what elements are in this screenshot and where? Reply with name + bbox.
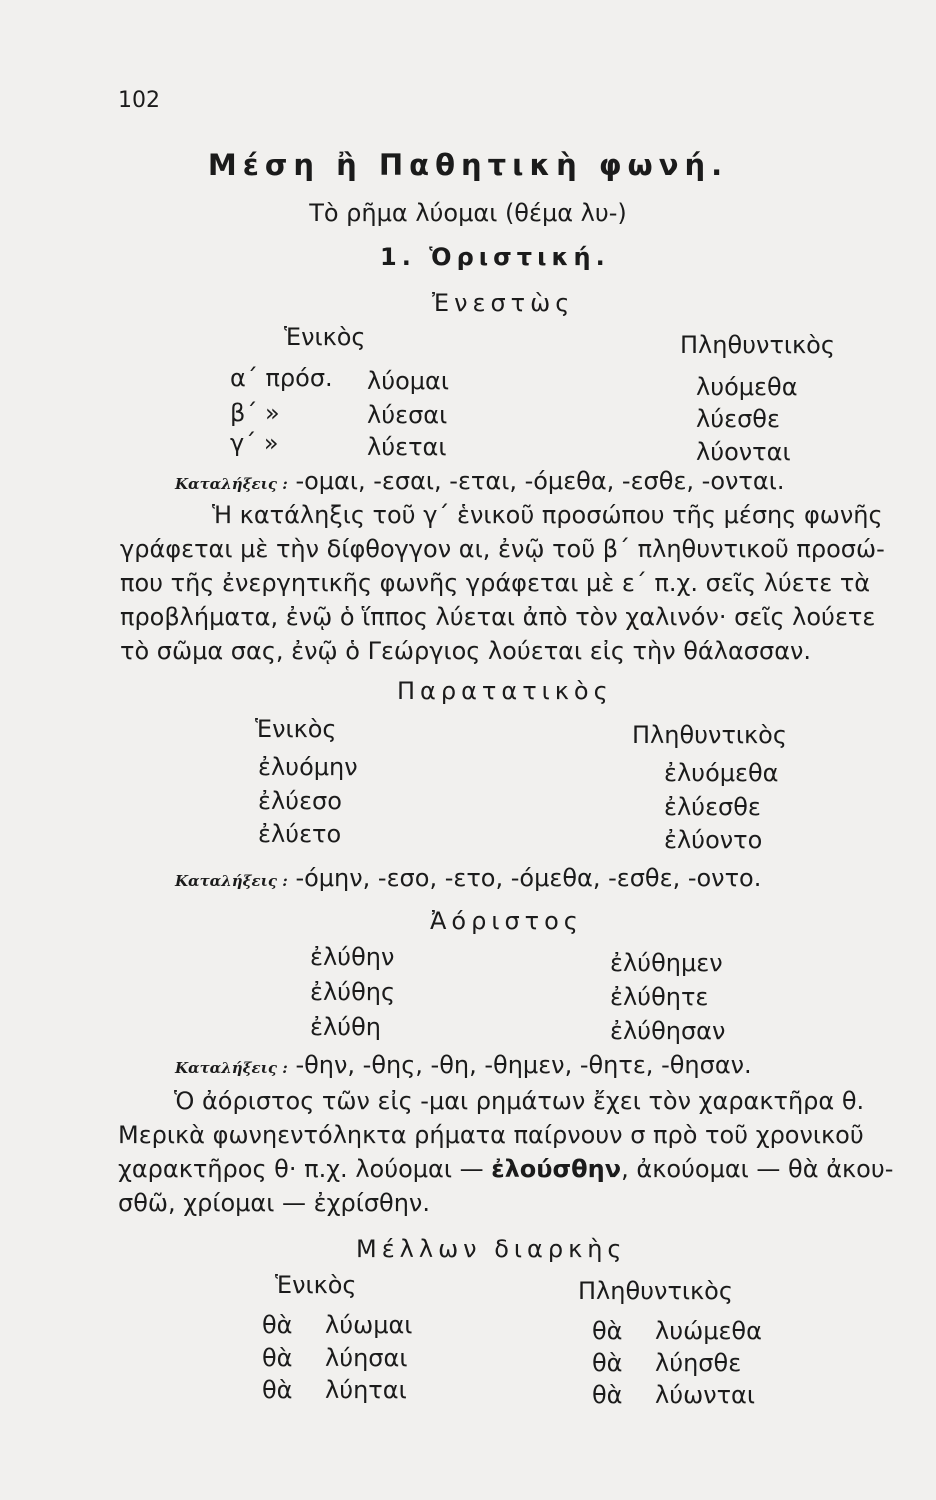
present-plural-label: Πληθυντικὸς (680, 331, 835, 359)
imperfect-singular-2: ἐλύεσο (258, 787, 342, 815)
aorist-plural-3: ἐλύθησαν (610, 1017, 726, 1045)
future-singular-label: Ἑνικὸς (275, 1271, 357, 1299)
imperfect-plural-2: ἐλύεσθε (664, 793, 761, 821)
present-singular-1: λύομαι (367, 367, 449, 395)
present-heading: Ἐνεστὼς (432, 289, 575, 317)
future-particle-p3: θὰ (592, 1381, 623, 1409)
present-singular-2: λύεσαι (367, 401, 448, 429)
future-particle-s3: θὰ (262, 1376, 293, 1404)
aorist-endings: -θην, -θης, -θη, -θημεν, -θητε, -θησαν. (295, 1051, 752, 1079)
imperfect-plural-label: Πληθυντικὸς (632, 721, 787, 749)
present-endings: -ομαι, -εσαι, -εται, -όμεθα, -εσθε, -ονται. (295, 467, 785, 495)
aorist-singular-2: ἐλύθης (310, 978, 396, 1006)
endings-label: Καταλήξεις : (175, 475, 288, 493)
imperfect-endings: -όμην, -εσο, -ετο, -όμεθα, -εσθε, -οντο. (295, 864, 762, 892)
future-plural-1: λυώμεθα (655, 1317, 762, 1345)
aorist-singular-1: ἐλύθην (310, 943, 395, 971)
aorist-singular-3: ἐλύθη (310, 1013, 381, 1041)
note-line: χαρακτῆρος θ· π.χ. λούομαι — ἐλούσθην, ἀκούομαι — θὰ ἀκου- (118, 1155, 894, 1183)
future-particle-s2: θὰ (262, 1344, 293, 1372)
imperfect-heading: Παρατατικὸς (397, 677, 613, 705)
mood-heading: 1. Ὁριστική. (380, 243, 610, 271)
note-line: σθῶ, χρίομαι — ἐχρίσθην. (118, 1189, 430, 1217)
present-singular-3: λύεται (367, 433, 447, 461)
future-particle-p2: θὰ (592, 1349, 623, 1377)
present-note (120, 498, 885, 668)
future-singular-1: λύωμαι (325, 1311, 413, 1339)
present-plural-2: λύεσθε (696, 405, 780, 433)
future-plural-2: λύησθε (655, 1349, 742, 1377)
note-line: προβλήματα, ἐνῷ ὁ ἵππος λύεται ἀπὸ τὸν χαλινόν· σεῖς λούετε (120, 603, 876, 631)
future-particle-s1: θὰ (262, 1311, 293, 1339)
note-line: γράφεται μὲ τὴν δίφθογγον αι, ἐνῷ τοῦ β΄ πληθυντικοῦ προσώ- (120, 535, 885, 563)
present-person-3: γ΄ » (230, 429, 279, 457)
endings-label: Καταλήξεις : (175, 872, 288, 890)
aorist-note (118, 1084, 893, 1220)
aorist-plural-2: ἐλύθητε (610, 983, 709, 1011)
future-singular-2: λύησαι (325, 1344, 408, 1372)
present-person-2: β΄ » (230, 399, 280, 427)
future-particle-p1: θὰ (592, 1317, 623, 1345)
imperfect-plural-1: ἐλυόμεθα (664, 759, 779, 787)
page-title: Μέση ἢ Παθητικὴ φωνή. (207, 148, 729, 182)
aorist-heading: Ἀόριστος (430, 907, 583, 935)
aorist-endings-line (175, 1050, 752, 1083)
note-line: που τῆς ἐνεργητικῆς φωνῆς γράφεται μὲ ε΄ π.χ. σεῖς λύετε τὰ (120, 569, 871, 597)
future-plural-3: λύωνται (655, 1381, 755, 1409)
note-line: τὸ σῶμα σας, ἐνῷ ὁ Γεώργιος λούεται εἰς τὴν θάλασσαν. (120, 637, 812, 665)
subtitle: Τὸ ρῆμα λύομαι (θέμα λυ-) (309, 199, 627, 227)
note-line: Ὁ ἀόριστος τῶν εἰς -μαι ρημάτων ἔχει τὸν χαρακτῆρα θ. (174, 1087, 865, 1115)
imperfect-singular-1: ἐλυόμην (258, 753, 358, 781)
imperfect-endings-line (175, 863, 761, 896)
future-heading: Μέλλων διαρκὴς (356, 1235, 627, 1263)
present-person-1: α΄ πρόσ. (230, 364, 333, 392)
present-plural-3: λύονται (696, 438, 791, 466)
aorist-plural-1: ἐλύθημεν (610, 949, 723, 977)
future-singular-3: λύηται (325, 1376, 407, 1404)
imperfect-singular-3: ἐλύετο (258, 820, 342, 848)
endings-label: Καταλήξεις : (175, 1059, 288, 1077)
imperfect-singular-label: Ἑνικὸς (255, 715, 337, 743)
present-singular-label: Ἑνικὸς (284, 323, 366, 351)
imperfect-plural-3: ἐλύοντο (664, 826, 763, 854)
note-line: Μερικὰ φωνηεντόληκτα ρήματα παίρνουν σ πρὸ τοῦ χρονικοῦ (118, 1121, 864, 1149)
page-number: 102 (118, 88, 160, 113)
note-line: Ἡ κατάληξις τοῦ γ΄ ἑνικοῦ προσώπου τῆς μέσης φωνῆς (212, 501, 883, 529)
present-plural-1: λυόμεθα (696, 373, 798, 401)
future-plural-label: Πληθυντικὸς (578, 1277, 733, 1305)
present-endings-line (175, 466, 784, 499)
